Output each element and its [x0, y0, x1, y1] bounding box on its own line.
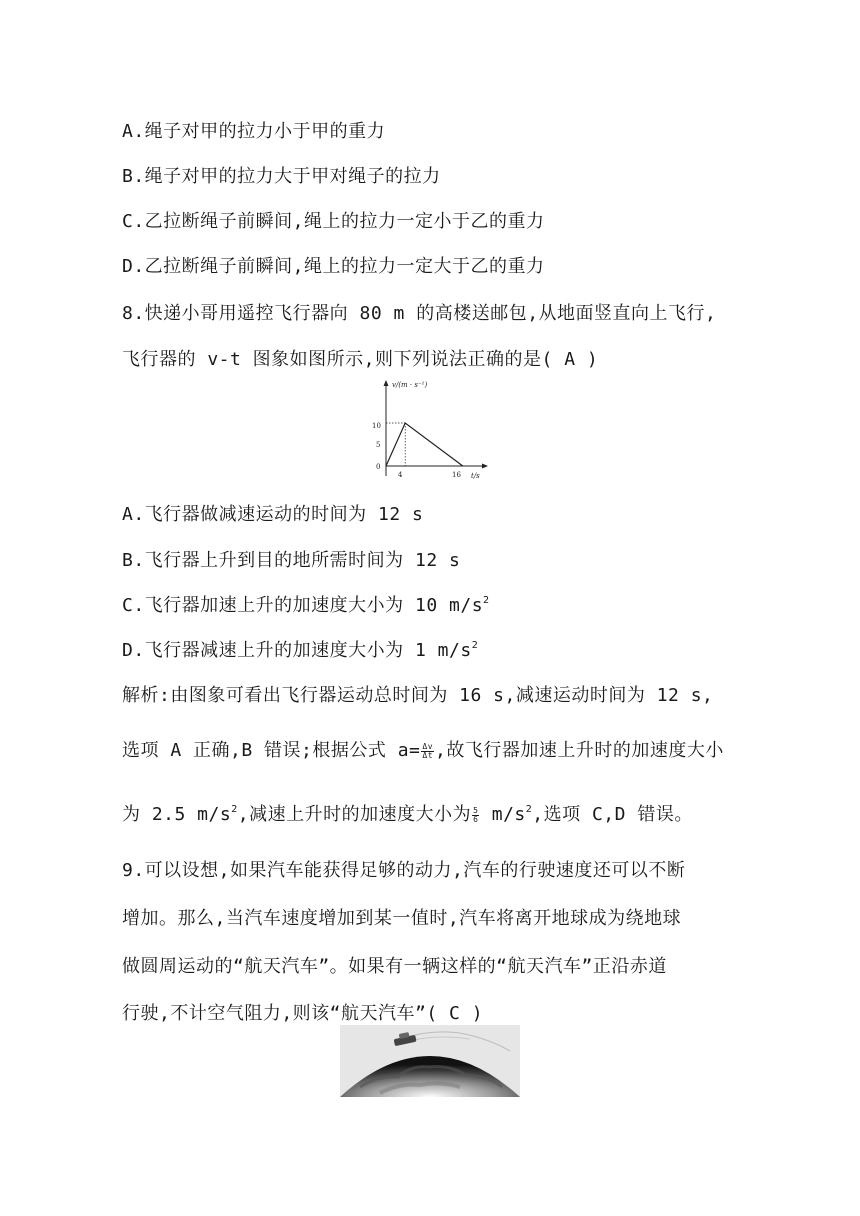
- solution-line-3: 为 2.5 $m/s^2$,减速上升时的加速度大小为 $\frac{5}{6}$ $m/s^2$,选项 C,D 错误。: [122, 804, 693, 825]
- option-7d: D.乙拉断绳子前瞬间,绳上的拉力一定大于乙的重力: [122, 256, 545, 277]
- option-8a: A.飞行器做减速运动的时间为 12 s: [122, 504, 424, 525]
- superscript-2: 2: [483, 595, 490, 606]
- question-8-line-1: 8.快递小哥用遥控飞行器向 80 m 的高楼送邮包,从地面竖直向上飞行,: [122, 303, 717, 324]
- option-7a: A.绳子对甲的拉力小于甲的重力: [122, 121, 386, 142]
- option-7b: B.绳子对甲的拉力大于甲对绳子的拉力: [122, 166, 441, 187]
- question-9-line-1: 9.可以设想,如果汽车能获得足够的动力,汽车的行驶速度还可以不断: [122, 860, 686, 881]
- option-8b: B.飞行器上升到目的地所需时间为 12 s: [122, 550, 461, 571]
- y-tick-10: 10: [372, 422, 381, 430]
- velocity-time-graph: [370, 378, 490, 480]
- question-9-line-4: 行驶,不计空气阻力,则该“航天汽车”( C ): [122, 1003, 484, 1024]
- solution-line-1: 解析:由图象可看出飞行器运动总时间为 16 s,减速运动时间为 12 s,: [122, 685, 714, 706]
- y-axis-arrow: [384, 380, 389, 386]
- x-tick-4: 4: [398, 471, 403, 479]
- y-axis-label: v/(m · s⁻¹): [392, 381, 428, 389]
- option-8d: D.飞行器减速上升的加速度大小为 1 $m/s^2$: [122, 640, 479, 661]
- question-8-line-2: 飞行器的 v-t 图象如图所示,则下列说法正确的是( A ): [122, 349, 599, 370]
- option-7c: C.乙拉断绳子前瞬间,绳上的拉力一定小于乙的重力: [122, 211, 545, 232]
- fraction-5-6: $\frac{5}{6}$: [473, 805, 479, 824]
- option-8c: C.飞行器加速上升的加速度大小为 10 $m/s^2$: [122, 595, 490, 616]
- question-9-line-3: 做圆周运动的“航天汽车”。如果有一辆这样的“航天汽车”正沿赤道: [122, 956, 667, 977]
- x-tick-16: 16: [452, 471, 461, 479]
- earth-car-illustration: [340, 1025, 520, 1097]
- velocity-series-line: [386, 423, 463, 466]
- y-tick-0: 0: [376, 463, 381, 471]
- x-axis-arrow: [482, 464, 488, 469]
- fraction-dv-dt: $\frac{\Delta v}{\Delta t}$: [422, 741, 434, 760]
- superscript-2: 2: [471, 640, 479, 651]
- y-tick-5: 5: [376, 441, 381, 449]
- x-axis-label: t/s: [471, 472, 480, 480]
- question-9-line-2: 增加。那么,当汽车速度增加到某一值时,汽车将离开地球成为绕地球: [122, 908, 682, 929]
- solution-line-2: 选项 A 正确,B 错误;根据公式 a= $\frac{\Delta v}{\Delta t}$ ,故飞行器加速上升时的加速度大小: [122, 740, 724, 761]
